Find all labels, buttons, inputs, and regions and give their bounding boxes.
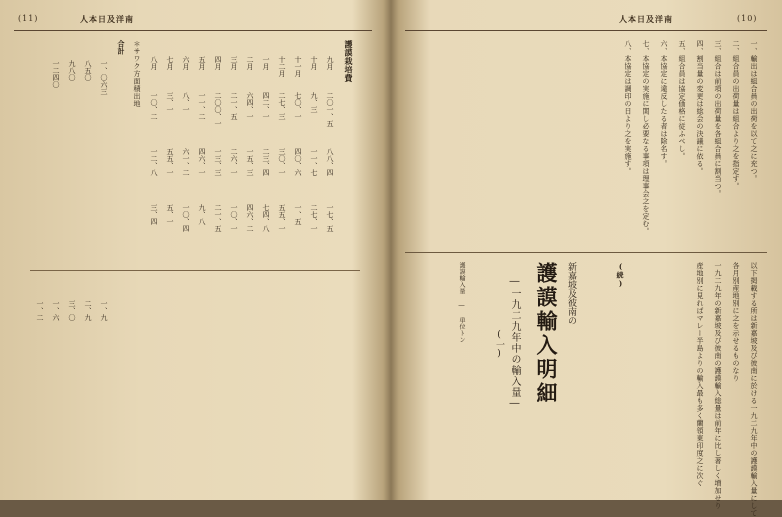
lead-line: 産地別に見ればマレー半島よりの輸入最も多く蘭領東印度之に次ぐ bbox=[696, 262, 704, 487]
table-cell: 五五、一 bbox=[278, 204, 286, 232]
total-cell: 一、〇六三 bbox=[100, 60, 108, 95]
table-cell: 一一、二 bbox=[198, 92, 206, 120]
article-title: 護謨輸入明細 bbox=[534, 262, 559, 406]
table-cell: 二三、四 bbox=[262, 148, 270, 176]
total-cell: 九八〇 bbox=[68, 60, 76, 81]
table-cell: 四六、一 bbox=[198, 148, 206, 176]
table-cell: 八、一 bbox=[182, 92, 190, 113]
table-cell: 七四、八 bbox=[262, 204, 270, 232]
month-label: 八月 bbox=[150, 56, 158, 70]
table-cell: 四六、二 bbox=[246, 204, 254, 232]
table-cell: 一五、三 bbox=[246, 148, 254, 176]
table-cell: 二七、一 bbox=[310, 204, 318, 232]
paragraph: 二、組合員の出荷量は組合より之を指定す。 bbox=[732, 40, 740, 190]
table-cell: 三、一 bbox=[166, 92, 174, 113]
month-label: 一月 bbox=[262, 56, 270, 70]
table-cell: 六一、二 bbox=[182, 148, 190, 176]
lead-line: 以下掲載する所は新嘉坡及び彼南に於ける一九二九年中の護謨輸入量にして bbox=[750, 262, 758, 517]
month-label: 九月 bbox=[326, 56, 334, 70]
month-label: 三月 bbox=[230, 56, 238, 70]
totals-label: 合計 bbox=[117, 40, 126, 55]
total-cell: 八五〇 bbox=[84, 60, 92, 81]
table-cell: 一〇、四 bbox=[182, 204, 190, 232]
month-label: 六月 bbox=[182, 56, 190, 70]
paragraph: 七、本協定の実施に関し必要なる事項は理事会之を定む。 bbox=[642, 40, 650, 235]
article-kicker: 新嘉坡及彼南の bbox=[566, 262, 576, 325]
paragraph: 三、組合は前項の出荷量を各組合員に割当つ。 bbox=[714, 40, 722, 198]
table-cell: 一三、三 bbox=[214, 148, 222, 176]
table-cell: 一、九 bbox=[100, 300, 108, 321]
table-cell: 一〇、二 bbox=[150, 92, 158, 120]
table-cell: 九、三 bbox=[310, 92, 318, 113]
right-page-number: (10) bbox=[737, 14, 758, 23]
table-cell: 二一、五 bbox=[230, 92, 238, 120]
part-marker: (一) bbox=[494, 330, 504, 359]
table-cell: 八八、四 bbox=[326, 148, 334, 176]
section-separator bbox=[405, 252, 767, 253]
table-cell: 三、四 bbox=[150, 204, 158, 225]
table-cell: 一〇、一 bbox=[230, 204, 238, 232]
paragraph: 五、組合員は協定価格に従ふべし。 bbox=[678, 40, 686, 160]
table-cell: 一一、七 bbox=[310, 148, 318, 176]
table-separator bbox=[30, 270, 360, 271]
month-label: 五月 bbox=[198, 56, 206, 70]
left-header-rule bbox=[14, 30, 372, 31]
table-cell: 七〇、一 bbox=[294, 92, 302, 120]
table-cell: 二一、五 bbox=[214, 204, 222, 232]
left-running-header: 人本日及洋南 bbox=[80, 14, 134, 24]
table-cell: 二六、一 bbox=[230, 148, 238, 176]
table-cell: 五、一 bbox=[166, 204, 174, 225]
month-label: 十二月 bbox=[278, 56, 286, 77]
table-cell: 二〇一、五 bbox=[326, 92, 334, 127]
right-running-header: 人本日及洋南 bbox=[619, 14, 673, 24]
table-cell: 四二、一 bbox=[262, 92, 270, 120]
table-cell: 九、八 bbox=[198, 204, 206, 225]
month-label: 十一月 bbox=[294, 56, 302, 77]
table-cell: 二〇〇、一 bbox=[214, 92, 222, 127]
month-label: 四月 bbox=[214, 56, 222, 70]
month-label: 二月 bbox=[246, 56, 254, 70]
table-cell: 二七、三 bbox=[278, 92, 286, 120]
table-cell: 一七、五 bbox=[326, 204, 334, 232]
right-header-rule bbox=[405, 30, 767, 31]
paragraph: 四、割当量の変更は総会の決議に依る。 bbox=[696, 40, 704, 175]
end-mark: (続) bbox=[616, 262, 625, 289]
table-heading: 護謨栽培費 bbox=[344, 40, 354, 83]
sarawak-note: ＊サワク方面積出地 bbox=[133, 40, 141, 108]
article-subtitle: ―一九二九年中の輸入量― bbox=[509, 276, 520, 410]
footnote: 護謨輸入量 ― 単位トン bbox=[458, 262, 465, 343]
table-cell: 四〇、六 bbox=[294, 148, 302, 176]
table-cell: 一、二 bbox=[36, 300, 44, 321]
lead-line: 一九二九年の新嘉坡及び彼南の護謨輸入総量は前年に比し著しく増加せり bbox=[714, 262, 722, 510]
paragraph: 一、輸出は組合員の出荷を以て之に充つ。 bbox=[750, 40, 758, 183]
table-cell: 三〇、一 bbox=[278, 148, 286, 176]
lead-line: 各月別産地別に之を示せるものなり bbox=[732, 262, 740, 382]
paragraph: 八、本協定は調印の日より之を実施す。 bbox=[624, 40, 632, 175]
total-cell: 一二四〇 bbox=[52, 60, 60, 88]
table-cell: 一、五 bbox=[294, 204, 302, 225]
table-cell: 三、〇 bbox=[68, 300, 76, 321]
table-cell: 一二、八 bbox=[150, 148, 158, 176]
left-page-number: (11) bbox=[18, 14, 39, 23]
right-page bbox=[397, 0, 782, 517]
month-label: 十月 bbox=[310, 56, 318, 70]
paragraph: 六、本協定に違反したる者は除名す。 bbox=[660, 40, 668, 168]
table-cell: 六四、一 bbox=[246, 92, 254, 120]
left-page bbox=[0, 0, 385, 500]
table-cell: 二、九 bbox=[84, 300, 92, 321]
month-label: 七月 bbox=[166, 56, 174, 70]
table-cell: 一、六 bbox=[52, 300, 60, 321]
table-cell: 五五、一 bbox=[166, 148, 174, 176]
